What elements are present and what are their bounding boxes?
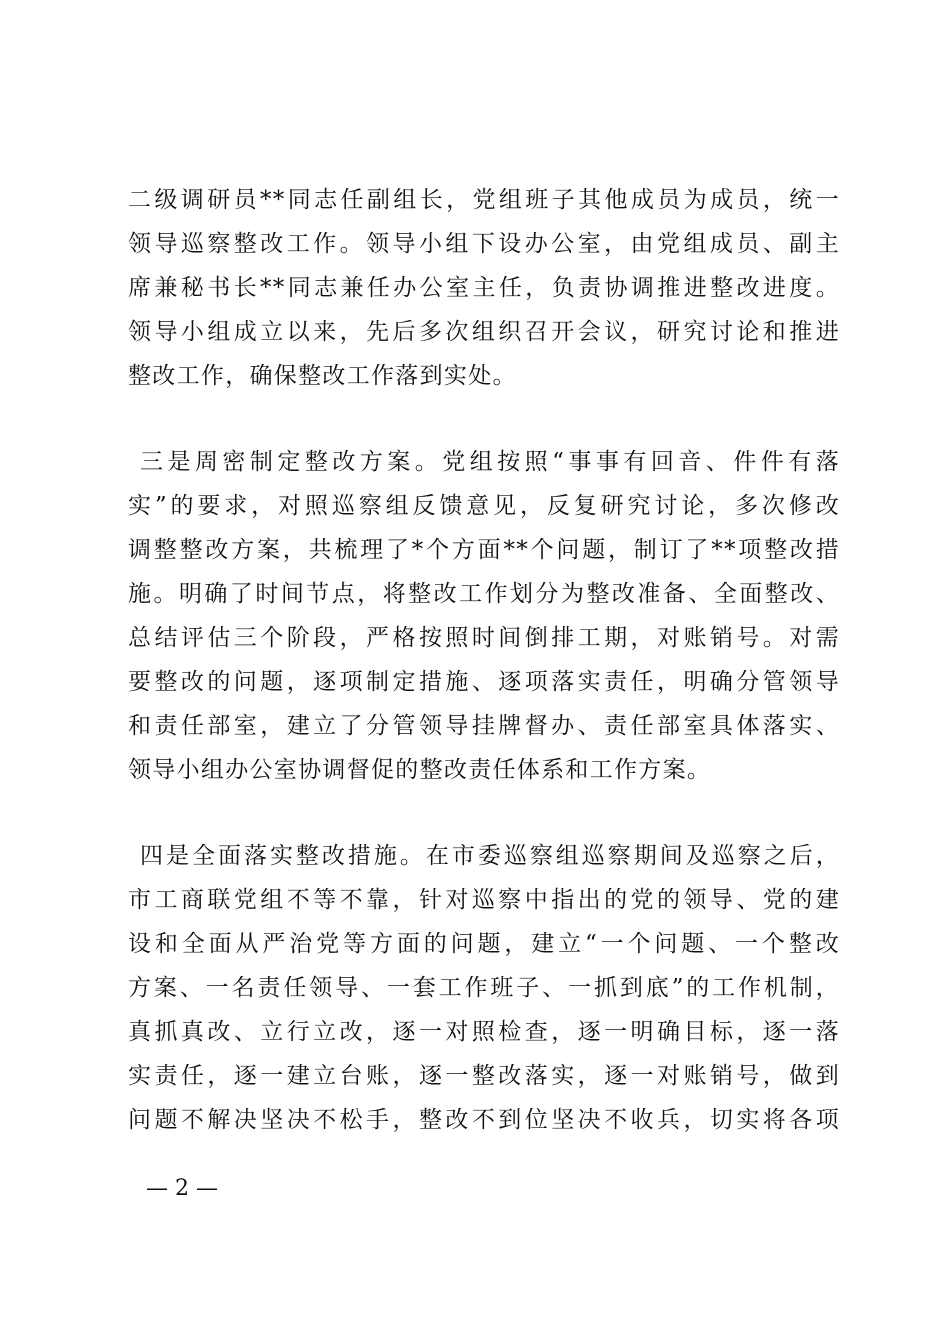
text-line: 四是全面落实整改措施。在市委巡察组巡察期间及巡察之后， <box>140 843 840 869</box>
text-line: 实”的要求，对照巡察组反馈意见，反复研究讨论，多次修改 <box>128 493 840 519</box>
text-line: 领导小组成立以来，先后多次组织召开会议，研究讨论和推进 <box>128 319 840 345</box>
text-line: 实责任，逐一建立台账，逐一整改落实，逐一对账销号，做到 <box>128 1063 840 1089</box>
text-line: 方案、一名责任领导、一套工作班子、一抓到底”的工作机制， <box>128 975 840 1001</box>
text-line: 问题不解决坚决不松手，整改不到位坚决不收兵，切实将各项 <box>128 1107 840 1133</box>
text-line: 施。明确了时间节点，将整改工作划分为整改准备、全面整改、 <box>128 581 840 607</box>
paragraph-2 <box>128 440 840 792</box>
text-line: 席兼秘书长**同志兼任办公室主任，负责协调推进整改进度。 <box>128 275 840 301</box>
text-line: 二级调研员**同志任副组长，党组班子其他成员为成员，统一 <box>128 187 840 213</box>
text-line: 总结评估三个阶段，严格按照时间倒排工期，对账销号。对需 <box>128 625 840 651</box>
text-line: 设和全面从严治党等方面的问题，建立“一个问题、一个整改 <box>128 931 840 957</box>
text-line: 三是周密制定整改方案。党组按照“事事有回音、件件有落 <box>140 449 840 475</box>
paragraph-3 <box>128 834 840 1142</box>
text-line: 领导小组办公室协调督促的整改责任体系和工作方案。 <box>128 757 712 783</box>
text-line: 要整改的问题，逐项制定措施、逐项落实责任，明确分管领导 <box>128 669 840 695</box>
text-line: 领导巡察整改工作。领导小组下设办公室，由党组成员、副主 <box>128 231 840 257</box>
text-line: 整改工作，确保整改工作落到实处。 <box>128 363 517 389</box>
text-line: 和责任部室，建立了分管领导挂牌督办、责任部室具体落实、 <box>128 713 840 739</box>
page-number: — 2 — <box>146 1176 218 1201</box>
text-line: 真抓真改、立行立改，逐一对照检查，逐一明确目标，逐一落 <box>128 1019 840 1045</box>
text-line: 调整整改方案，共梳理了*个方面**个问题，制订了**项整改措 <box>128 537 840 563</box>
text-line: 市工商联党组不等不靠，针对巡察中指出的党的领导、党的建 <box>128 887 840 913</box>
paragraph-1 <box>128 178 840 398</box>
